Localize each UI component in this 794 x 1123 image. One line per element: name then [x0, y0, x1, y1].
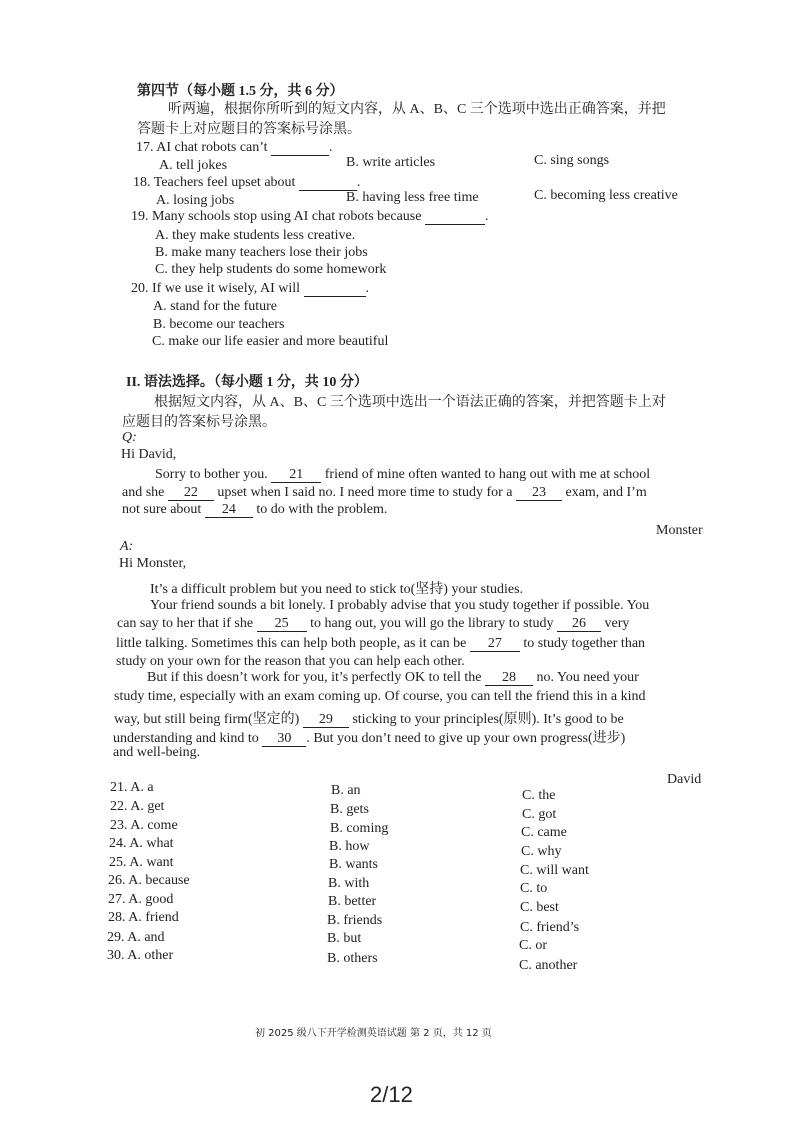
page-footer: 初 2025 级八下开学检测英语试题 第 2 页，共 12 页: [255, 1028, 492, 1039]
blank-23: 23: [516, 485, 562, 501]
blank-24: 24: [205, 502, 253, 518]
text: But if this doesn’t work for you, it’s perfectly OK to tell the: [147, 670, 482, 685]
a-label: A:: [120, 539, 134, 554]
option-25-b: B. wants: [329, 857, 378, 872]
text: very: [604, 616, 630, 631]
part2-instruction-line1: 根据短文内容，从 A、B、C 三个选项中选出一个语法正确的答案，并把答题卡上对: [154, 395, 666, 410]
blank-29: 29: [303, 712, 349, 728]
option-c: C. sing songs: [534, 153, 610, 168]
greeting-david: Hi David,: [121, 447, 177, 462]
option-25-a: 25. A. want: [109, 855, 174, 870]
text: sticking to your principles(原则). It’s good to be: [352, 712, 624, 727]
option-a: A. stand for the future: [153, 299, 278, 314]
letter1-line2: [122, 485, 647, 501]
signature-monster: Monster: [656, 523, 703, 538]
question-stem-text: 17. AI chat robots can’t: [136, 140, 268, 155]
option-a: A. losing jobs: [156, 193, 235, 208]
text: upset when I said no. I need more time to study for a: [217, 485, 513, 500]
option-26-c: C. to: [520, 881, 548, 896]
section4-instruction-line2: 答题卡上对应题目的答案标号涂黑。: [137, 122, 361, 137]
option-27-a: 27. A. good: [108, 892, 174, 907]
reply-p1: It’s a difficult problem but you need to stick to(坚持) your studies.: [150, 582, 524, 597]
stem-tail: .: [329, 140, 333, 155]
option-b: B. write articles: [346, 155, 436, 170]
option-28-a: 28. A. friend: [108, 910, 179, 925]
reply-p2-line4: study on your own for the reason that you can help each other.: [116, 654, 465, 669]
text: friend of mine often wanted to hang out with me at school: [324, 467, 651, 482]
option-21-c: C. the: [522, 788, 556, 803]
option-b: B. having less free time: [346, 190, 479, 205]
option-30-b: B. others: [327, 951, 378, 966]
option-29-b: B. but: [327, 931, 362, 946]
option-25-c: C. will want: [520, 863, 589, 878]
page-number: 2/12: [370, 1082, 413, 1107]
option-22-a: 22. A. get: [110, 799, 165, 814]
option-24-a: 24. A. what: [109, 836, 174, 851]
option-27-b: B. better: [328, 894, 377, 909]
option-28-c: C. friend’s: [520, 920, 580, 935]
question-17-stem: [136, 140, 333, 156]
reply-p3-line2: study time, especially with an exam coming up. Of course, you can tell the friend this in a kind: [114, 689, 646, 704]
text: to study together than: [523, 636, 646, 651]
section4-heading: 第四节（每小题 1.5 分，共 6 分）: [137, 84, 344, 99]
option-21-b: B. an: [331, 783, 361, 798]
blank-22: 22: [168, 485, 214, 501]
question-stem-text: 20. If we use it wisely, AI will: [131, 281, 301, 296]
option-a: A. they make students less creative.: [155, 228, 356, 243]
reply-p3-line3: [114, 708, 624, 728]
section4-instruction-line1: 听两遍，根据你所听到的短文内容，从 A、B、C 三个选项中选出正确答案，并把: [168, 102, 666, 117]
text: Sorry to bother you.: [155, 467, 268, 482]
option-23-a: 23. A. come: [110, 818, 178, 833]
option-21-a: 21. A. a: [110, 780, 154, 795]
greeting-monster: Hi Monster,: [119, 556, 187, 571]
blank-28: 28: [485, 670, 533, 686]
text: to do with the problem.: [256, 502, 388, 517]
reply-p3-line5: and well-being.: [113, 745, 201, 760]
option-a: A. tell jokes: [159, 158, 228, 173]
option-30-a: 30. A. other: [107, 948, 174, 963]
part2-heading: II. 语法选择。（每小题 1 分，共 10 分）: [126, 375, 368, 390]
signature-david: David: [667, 772, 702, 787]
blank-30: 30: [262, 731, 306, 747]
text: understanding and kind to: [113, 731, 259, 746]
option-26-b: B. with: [328, 876, 370, 891]
question-20-stem: [131, 281, 369, 297]
answer-blank: [271, 140, 329, 156]
question-stem-text: 18. Teachers feel upset about: [133, 175, 296, 190]
part2-instruction-line2: 应题目的答案标号涂黑。: [122, 415, 276, 430]
text: to hang out, you will go the library to study: [310, 616, 554, 631]
text: not sure about: [122, 502, 202, 517]
reply-p3-line1: [147, 670, 639, 686]
q-label: Q:: [122, 430, 137, 445]
text: way, but still being firm(坚定的): [114, 712, 300, 727]
question-stem-text: 19. Many schools stop using AI chat robots because: [131, 209, 422, 224]
option-c: C. they help students do some homework: [155, 262, 387, 277]
text: and she: [122, 485, 165, 500]
option-b: B. make many teachers lose their jobs: [155, 245, 368, 260]
option-24-c: C. why: [521, 844, 562, 859]
blank-25: 25: [257, 616, 307, 632]
option-29-c: C. or: [519, 938, 547, 953]
letter1-line3: [122, 502, 387, 518]
option-c: C. make our life easier and more beautiful: [152, 334, 389, 349]
option-30-c: C. another: [519, 958, 578, 973]
option-22-b: B. gets: [330, 802, 369, 817]
option-22-c: C. got: [522, 807, 557, 822]
text: no. You need your: [536, 670, 639, 685]
option-29-a: 29. A. and: [107, 930, 165, 945]
stem-tail: .: [356, 175, 361, 190]
blank-26: 26: [557, 616, 601, 632]
question-19-stem: [131, 209, 488, 225]
reply-p2-line1: Your friend sounds a bit lonely. I probably advise that you study together if possible. You: [150, 598, 650, 613]
answer-blank: [299, 175, 357, 191]
text: little talking. Sometimes this can help both people, as it can be: [116, 636, 467, 651]
text: . But you don’t need to give up your own progress(进步): [306, 731, 626, 746]
option-26-a: 26. A. because: [108, 873, 190, 888]
option-c: C. becoming less creative: [534, 188, 678, 203]
option-23-b: B. coming: [330, 821, 389, 836]
option-b: B. become our teachers: [153, 317, 285, 332]
blank-27: 27: [470, 636, 520, 652]
stem-tail: .: [484, 209, 489, 224]
answer-blank: [304, 281, 366, 297]
text: exam, and I’m: [565, 485, 647, 500]
option-27-c: C. best: [520, 900, 559, 915]
question-18-stem: [133, 175, 360, 191]
reply-p2-line2: [117, 616, 629, 632]
option-28-b: B. friends: [327, 913, 383, 928]
answer-blank: [425, 209, 485, 225]
option-23-c: C. came: [521, 825, 567, 840]
letter1-line1: [155, 467, 650, 483]
reply-p2-line3: [116, 636, 645, 652]
stem-tail: .: [365, 281, 370, 296]
option-24-b: B. how: [329, 839, 370, 854]
blank-21: 21: [271, 467, 321, 483]
text: can say to her that if she: [117, 616, 254, 631]
